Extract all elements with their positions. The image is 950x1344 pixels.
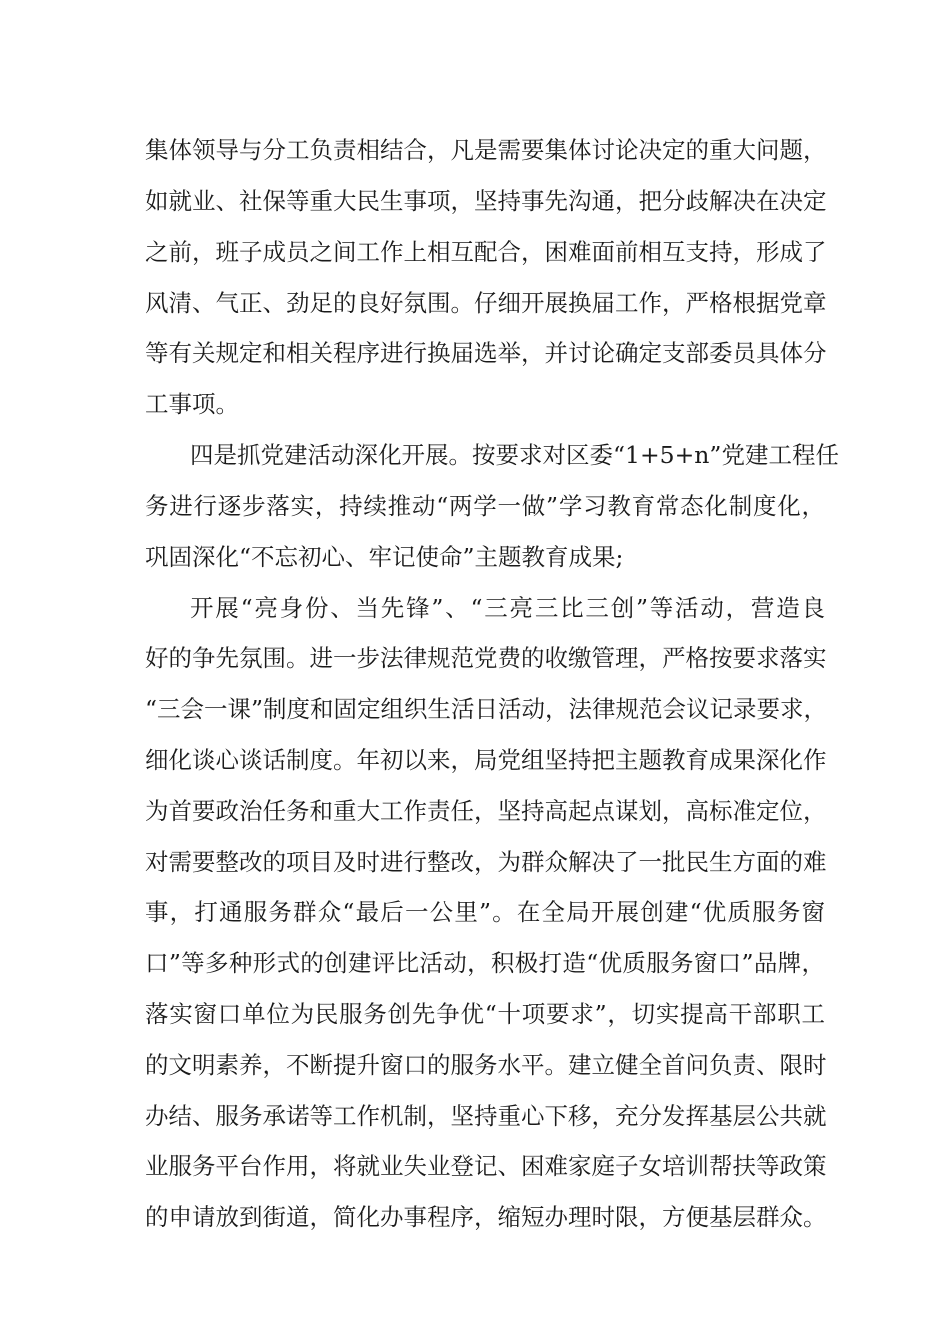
text-line: “三会一课”制度和固定组织生活日活动，法律规范会议记录要求，	[145, 695, 828, 723]
paragraph-first-line: 四是抓党建活动深化开展。按要求对区委“1+5+n”党建工程任	[190, 441, 839, 469]
text-line: 业服务平台作用，将就业失业登记、困难家庭子女培训帮扶等政策	[145, 1152, 827, 1180]
text-line: 细化谈心谈话制度。年初以来，局党组坚持把主题教育成果深化作	[145, 746, 827, 774]
text-line: 等有关规定和相关程序进行换届选举，并讨论确定支部委员具体分	[145, 339, 827, 367]
text-line: 为首要政治任务和重大工作责任，坚持高起点谋划，高标准定位，	[145, 797, 827, 825]
text-line: 风清、气正、劲足的良好氛围。仔细开展换届工作，严格根据党章	[145, 289, 827, 317]
text-line: 好的争先氛围。进一步法律规范党费的收缴管理，严格按要求落实	[145, 644, 827, 672]
text-line: 工事项。	[145, 390, 239, 418]
text-line: 如就业、社保等重大民生事项，坚持事先沟通，把分歧解决在决定	[145, 187, 827, 215]
text-line: 之前，班子成员之间工作上相互配合，困难面前相互支持，形成了	[145, 238, 827, 266]
text-line: 务进行逐步落实，持续推动“两学一做”学习教育常态化制度化，	[145, 492, 825, 520]
paragraph-first-line: 开展“亮身份、当先锋”、“三亮三比三创”等活动，营造良	[190, 594, 825, 622]
text-line: 对需要整改的项目及时进行整改，为群众解决了一批民生方面的难	[145, 848, 827, 876]
text-line: 落实窗口单位为民服务创先争优“十项要求”，切实提高干部职工	[145, 1000, 825, 1028]
text-line: 的申请放到街道，简化办事程序，缩短办理时限，方便基层群众。	[145, 1203, 827, 1231]
text-line: 口”等多种形式的创建评比活动，积极打造“优质服务窗口”品牌，	[145, 949, 825, 977]
text-line: 集体领导与分工负责相结合，凡是需要集体讨论决定的重大问题，	[145, 136, 827, 164]
text-line: 巩固深化“不忘初心、牢记使命”主题教育成果;	[145, 543, 624, 571]
text-line: 的文明素养，不断提升窗口的服务水平。建立健全首问负责、限时	[145, 1051, 827, 1079]
text-line: 办结、服务承诺等工作机制，坚持重心下移，充分发挥基层公共就	[145, 1102, 827, 1130]
text-line: 事，打通服务群众“最后一公里”。在全局开展创建“优质服务窗	[145, 898, 825, 926]
